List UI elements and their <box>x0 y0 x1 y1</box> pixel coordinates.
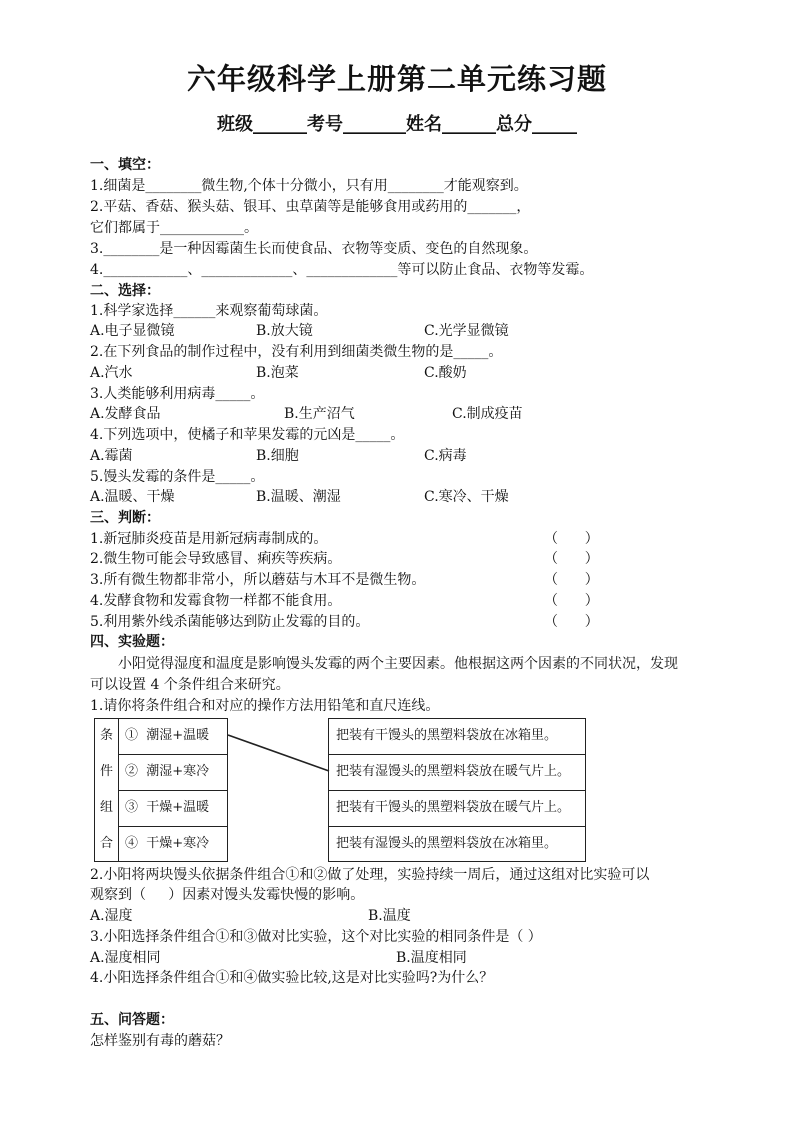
judge-statement-1: 1.新冠肺炎疫苗是用新冠病毒制成的。 <box>90 531 328 547</box>
method-item-3: 把装有干馒头的黑塑料袋放在暖气片上。 <box>336 800 571 815</box>
fill-question-1: 1.细菌是________微生物,个体十分微小，只有用________才能观察到。 <box>90 178 528 194</box>
choice-option: A.电子显微镜 <box>90 323 175 339</box>
condition-item-1: ① 潮湿+温暖 <box>125 728 210 743</box>
method-item-4: 把装有湿馒头的黑塑料袋放在冰箱里。 <box>336 836 558 851</box>
page-title: 六年级科学上册第二单元练习题 <box>186 62 607 96</box>
choice-option: C.制成疫苗 <box>452 406 523 422</box>
answer-parentheses: （ ） <box>544 593 599 609</box>
judge-statement-5: 5.利用紫外线杀菌能够达到防止发霉的目的。 <box>90 614 370 630</box>
choice-question-2: 2.在下列食品的制作过程中，没有利用到细菌类微生物的是_____。 <box>90 344 503 360</box>
experiment-intro-cont: 可以设置 4 个条件组合来研究。 <box>90 677 290 693</box>
condition-item-2: ② 潮湿+寒冷 <box>125 764 210 779</box>
answer-parentheses: （ ） <box>544 551 599 567</box>
choice-option: B.温度 <box>368 908 411 924</box>
choice-option: C.病毒 <box>424 448 467 464</box>
choice-option: B.生产沼气 <box>284 406 355 422</box>
choice-option: B.温暖、潮湿 <box>256 489 341 505</box>
method-item-2: 把装有湿馒头的黑塑料袋放在暖气片上。 <box>336 764 571 779</box>
section-judge-heading: 三、判断： <box>90 510 160 526</box>
judge-statement-3: 3.所有微生物都非常小，所以蘑菇与木耳不是微生物。 <box>90 572 426 588</box>
experiment-question-2-cont: 观察到（ ）因素对馒头发霉快慢的影响。 <box>90 887 365 903</box>
experiment-question-2: 2.小阳将两块馒头依据条件组合①和②做了处理，实验持续一周后，通过这组对比实验可以 <box>90 867 650 883</box>
table-side-label: 条 <box>100 728 114 743</box>
judge-statement-2: 2.微生物可能会导致感冒、痢疾等疾病。 <box>90 551 342 567</box>
student-info-line: 班级______考号_______姓名______总分_____ <box>217 114 577 135</box>
method-item-1: 把装有干馒头的黑塑料袋放在冰箱里。 <box>336 728 558 743</box>
condition-item-3: ③ 干燥+温暖 <box>125 800 210 815</box>
condition-item-4: ④ 干燥+寒冷 <box>125 836 210 851</box>
choice-option: A.发酵食品 <box>90 406 161 422</box>
choice-option: C.酸奶 <box>424 365 467 381</box>
qa-question-1: 怎样鉴别有毒的蘑菇？ <box>90 1033 230 1049</box>
fill-question-2: 2.平菇、香菇、猴头菇、银耳、虫草菌等是能够食用或药用的_______， <box>90 199 531 215</box>
choice-question-3: 3.人类能够利用病毒_____。 <box>90 386 265 402</box>
table-side-label: 组 <box>100 800 114 815</box>
section-fill-heading: 一、填空： <box>90 157 160 173</box>
choice-option: A.霉菌 <box>90 448 133 464</box>
choice-option: A.湿度 <box>90 908 133 924</box>
judge-statement-4: 4.发酵食物和发霉食物一样都不能食用。 <box>90 593 342 609</box>
experiment-question-3: 3.小阳选择条件组合①和③做对比实验，这个对比实验的相同条件是（ ） <box>90 929 542 945</box>
choice-option: B.泡菜 <box>256 365 299 381</box>
choice-option: A.温暖、干燥 <box>90 489 175 505</box>
fill-question-4: 4.____________、_____________、_____________等可以防止食品、衣物等发霉。 <box>90 262 594 278</box>
choice-option: A.湿度相同 <box>90 950 161 966</box>
choice-option: C.光学显微镜 <box>424 323 509 339</box>
choice-question-1: 1.科学家选择______来观察葡萄球菌。 <box>90 303 328 319</box>
table-side-label: 件 <box>100 764 114 779</box>
section-experiment-heading: 四、实验题： <box>90 634 174 650</box>
section-qa-heading: 五、问答题： <box>90 1012 174 1028</box>
choice-option: B.温度相同 <box>396 950 467 966</box>
choice-option: B.细胞 <box>256 448 299 464</box>
choice-question-4: 4.下列选项中，使橘子和苹果发霉的元凶是_____。 <box>90 427 405 443</box>
experiment-intro: 小阳觉得湿度和温度是影响馒头发霉的两个主要因素。他根据这两个因素的不同状况，发现 <box>118 656 678 672</box>
choice-option: C.寒冷、干燥 <box>424 489 509 505</box>
choice-question-5: 5.馒头发霉的条件是_____。 <box>90 469 265 485</box>
answer-parentheses: （ ） <box>544 572 599 588</box>
connecting-line <box>226 732 332 774</box>
experiment-question-4: 4.小阳选择条件组合①和④做实验比较,这是对比实验吗?为什么？ <box>90 970 494 986</box>
fill-question-2-cont: 它们都属于____________。 <box>90 220 258 236</box>
answer-parentheses: （ ） <box>544 531 599 547</box>
choice-option: A.汽水 <box>90 365 133 381</box>
section-choice-heading: 二、选择： <box>90 283 160 299</box>
choice-option: B.放大镜 <box>256 323 313 339</box>
experiment-question-1: 1.请你将条件组合和对应的操作方法用铅笔和直尺连线。 <box>90 698 440 714</box>
fill-question-3: 3.________是一种因霉菌生长而使食品、衣物等变质、变色的自然现象。 <box>90 241 538 257</box>
answer-parentheses: （ ） <box>544 614 599 630</box>
table-side-label: 合 <box>100 836 114 851</box>
